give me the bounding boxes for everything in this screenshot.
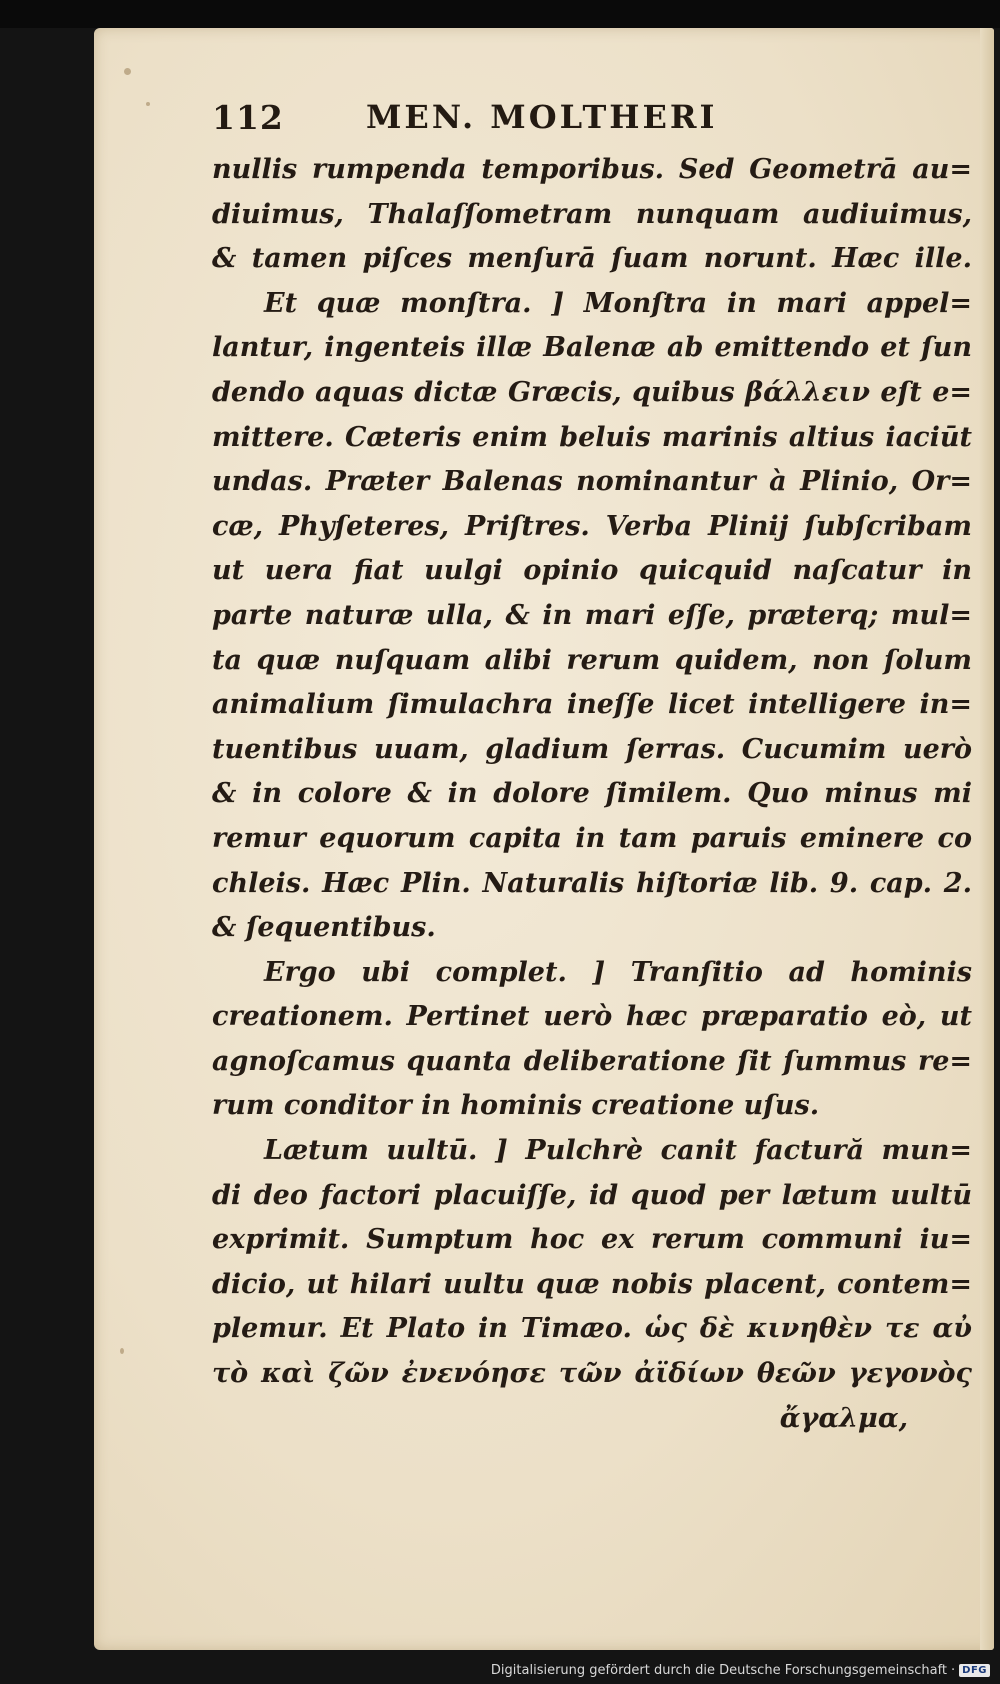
- text-line: & in colore & in dolore ſimilem. Quo minus mi: [212, 778, 972, 810]
- text-line: exprimit. Sumptum hoc ex rerum communi iu=: [212, 1224, 972, 1256]
- dfg-logo: DFG: [959, 1664, 990, 1677]
- text-line: di deo factori placuiſſe, id quod per lætum uultū: [212, 1179, 972, 1211]
- text-line: lantur, ingenteis illæ Balenæ ab emittendo et ſun: [212, 332, 972, 364]
- text-line: ut uera fiat uulgi opinio quicquid naſcatur in: [212, 555, 972, 587]
- text-line: dicio, ut hilari uultu quæ nobis placent, contem=: [212, 1268, 972, 1300]
- greek-text-line: ἄγαλμα,: [779, 1402, 908, 1434]
- text-line: undas. Præter Balenas nominantur à Plinio, Or=: [212, 466, 972, 498]
- text-line: Ergo ubi complet. ] Tranſitio ad hominis: [264, 956, 972, 988]
- greek-text-line: τὸ καὶ ζῶν ἐνενόησε τῶν ἀϊδίων θεῶν γεγονὸς: [212, 1358, 972, 1390]
- page-edge: [980, 28, 994, 1650]
- text-line: tuentibus uuam, gladium ſerras. Cucumim uerò: [212, 733, 972, 765]
- text-line: & ſequentibus.: [212, 912, 436, 944]
- running-head: [212, 98, 812, 148]
- text-line: diuimus, Thalaſſometram nunquam audiuimus,: [212, 198, 972, 230]
- text-line: Lætum uultū. ] Pulchrè canit factură mun=: [264, 1135, 972, 1167]
- digitization-credit: Digitalisierung gefördert durch die Deutsche Forschungsgemeinschaft · DFG: [491, 1661, 990, 1679]
- page-number: 112: [212, 98, 284, 137]
- text-line: dendo aquas dictæ Græcis, quibus βάλλειν eſt e=: [212, 376, 972, 408]
- text-line: ta quæ nuſquam alibi rerum quidem, non ſolum: [212, 644, 972, 676]
- text-line: agnoſcamus quanta deliberatione ſit ſummus re=: [212, 1045, 972, 1077]
- text-line: mittere. Cæteris enim beluis marinis altius iaciūt: [212, 421, 972, 453]
- foxing-spot: [146, 102, 150, 106]
- foxing-spot: [120, 1348, 124, 1354]
- running-head-title: MEN. MOLTHERI: [366, 98, 718, 136]
- text-line: rum conditor in hominis creatione uſus.: [212, 1090, 820, 1122]
- scan-background-top: [0, 0, 1000, 28]
- credit-text: Digitalisierung gefördert durch die Deutsche Forschungsgemeinschaft: [490, 1662, 948, 1678]
- text-line: creationem. Pertinet uerò hæc præparatio eò, ut: [212, 1001, 972, 1033]
- text-line: cæ, Phyſeteres, Priſtres. Verba Plinij ſubſcribam: [212, 510, 972, 542]
- text-line: remur equorum capita in tam paruis eminere co: [212, 822, 972, 854]
- body-text: [212, 148, 972, 1441]
- text-line: nullis rumpenda temporibus. Sed Geometrā au=: [212, 154, 972, 185]
- text-line: & tamen piſces menſurā ſuam norunt. Hæc ille.: [212, 243, 972, 275]
- text-line: parte naturæ ulla, & in mari eſſe, præterq; mul=: [212, 599, 972, 631]
- text-line: plemur. Et Plato in Timæo. ὡς δὲ κινηθὲν τε αὐ: [212, 1313, 972, 1345]
- text-line: animalium ſimulachra ineſſe licet intelligere in=: [212, 689, 972, 721]
- foxing-spot: [124, 68, 131, 75]
- text-line: Et quæ monſtra. ] Monſtra in mari appel=: [264, 287, 972, 319]
- text-line: chleis. Hæc Plin. Naturalis hiſtoriæ lib. 9. cap. 2.: [212, 867, 972, 899]
